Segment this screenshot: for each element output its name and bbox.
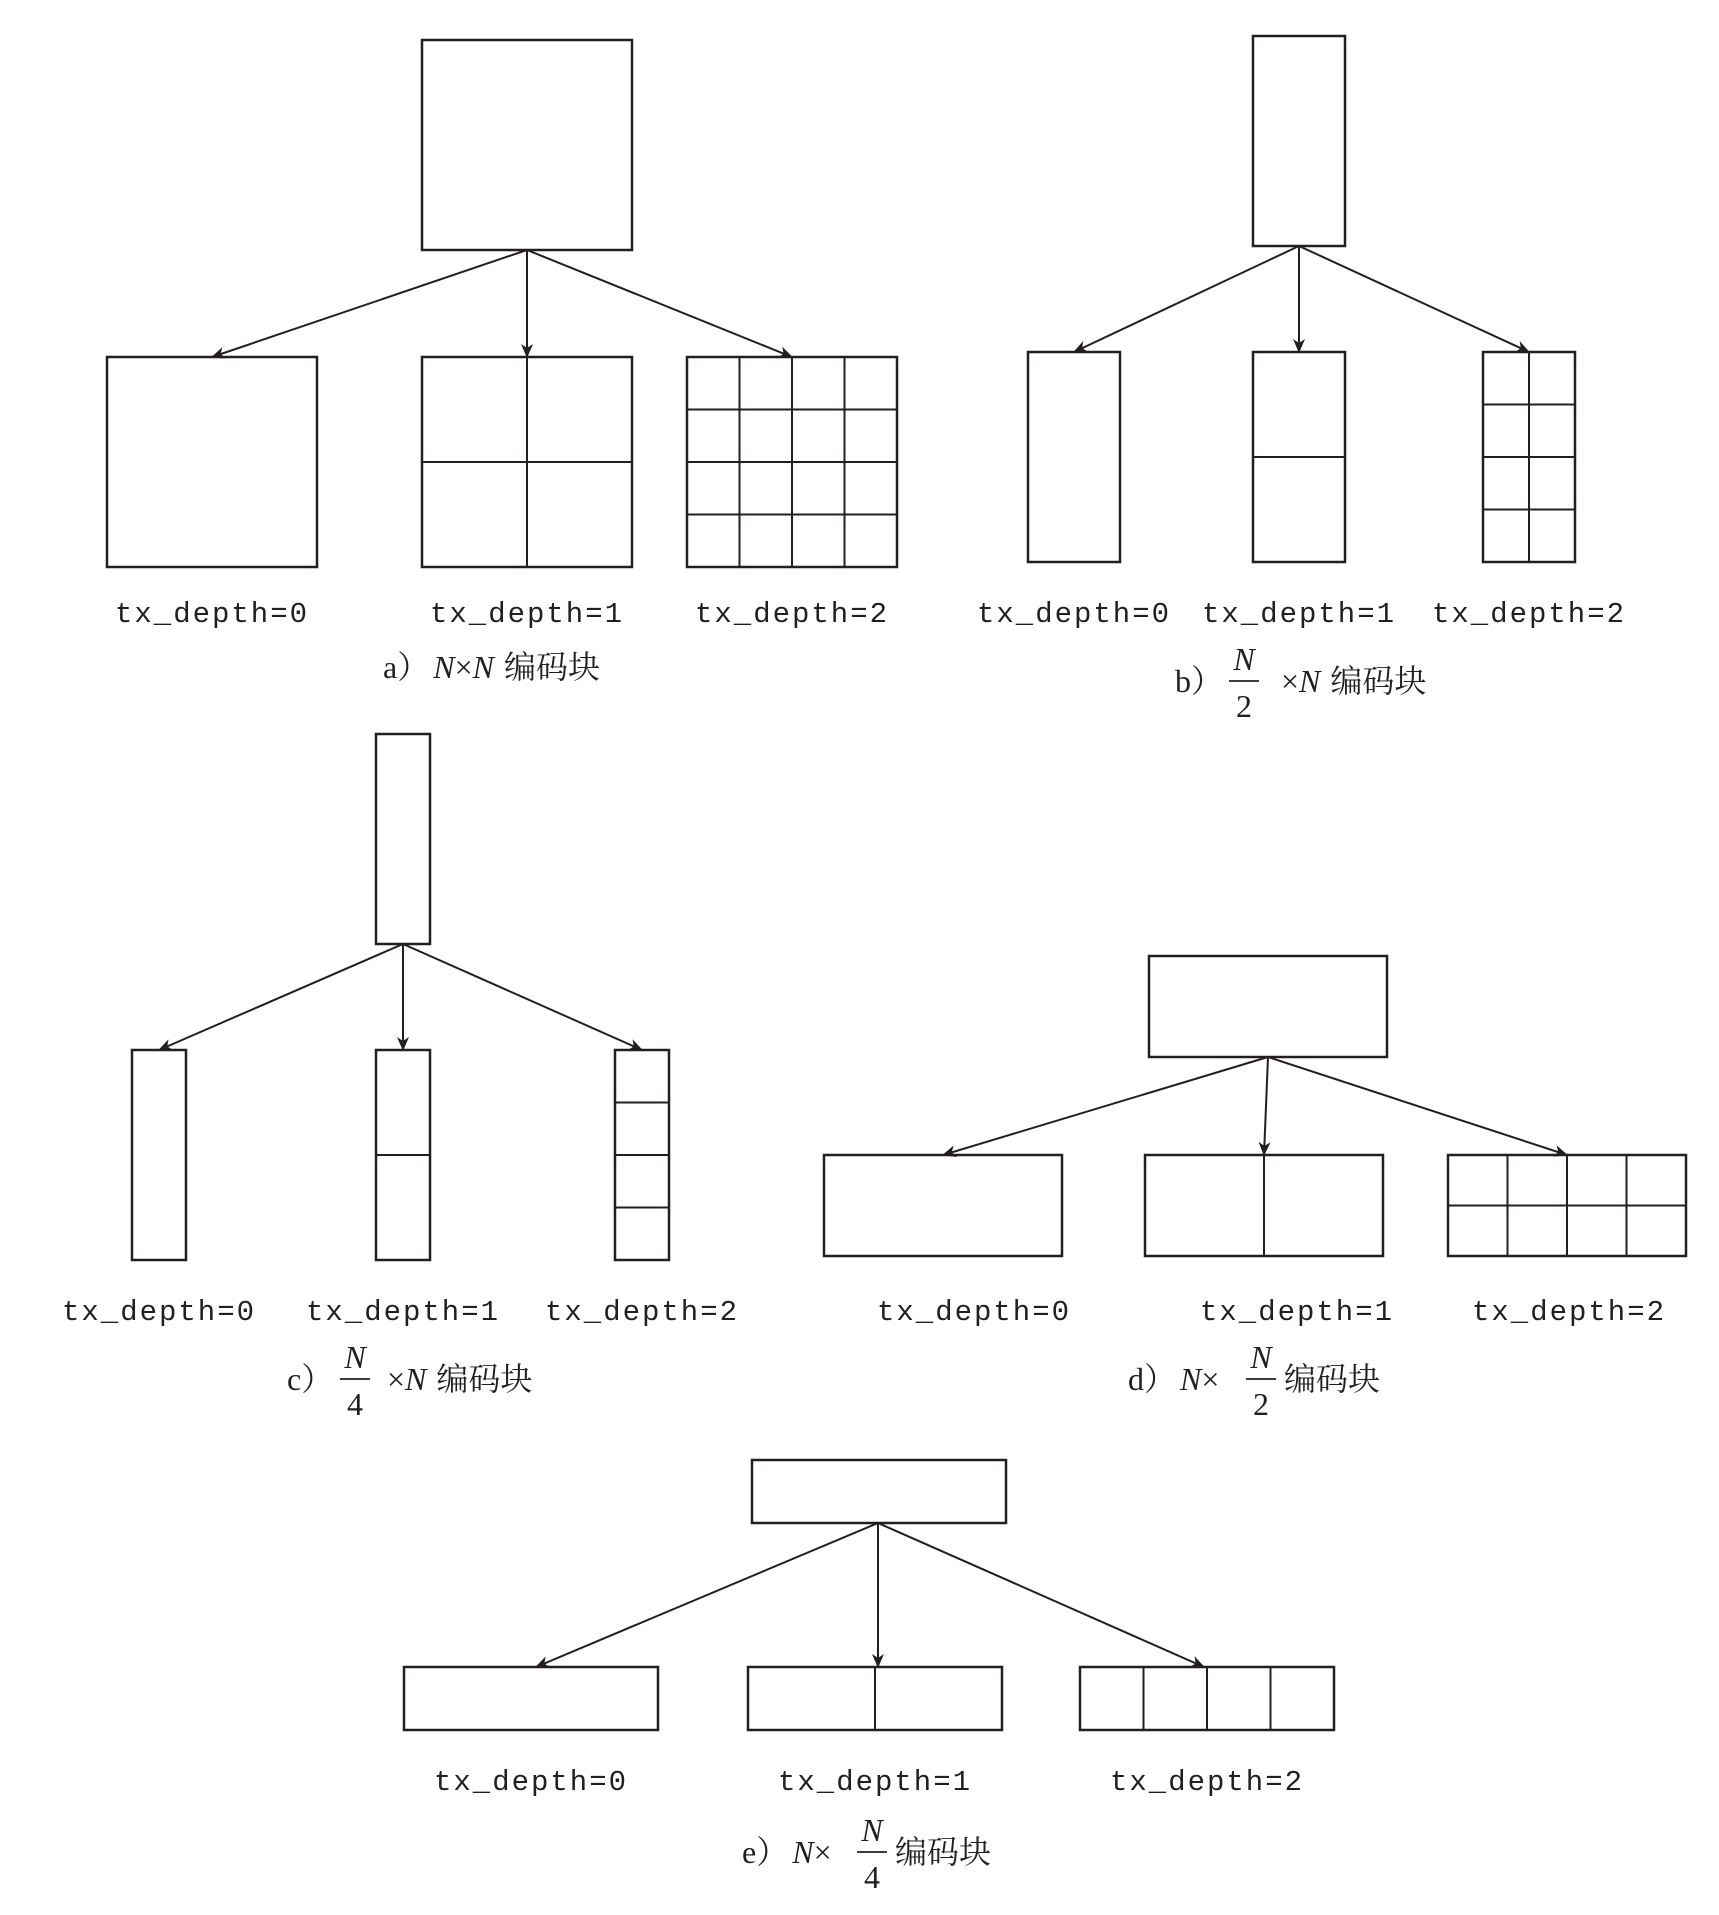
fraction-denominator: 2 — [1253, 1386, 1269, 1422]
caption-prefix: a） — [383, 649, 430, 685]
caption-symbol: × — [1201, 1361, 1220, 1397]
block-outline — [132, 1050, 186, 1260]
child-block-depth-0 — [107, 357, 317, 567]
caption-symbol: N — [792, 1834, 814, 1870]
panel-d — [824, 956, 1686, 1422]
caption-symbol: × — [387, 1361, 406, 1397]
depth-label: tx_depth=1 — [429, 598, 625, 631]
depth-label: tx_depth=0 — [114, 598, 310, 631]
parent-block — [1253, 36, 1345, 246]
fraction-numerator: N — [861, 1812, 883, 1848]
caption-symbol: N — [1299, 663, 1321, 699]
fraction-numerator: N — [1233, 641, 1255, 677]
split-arrow — [943, 1057, 1268, 1155]
panel-caption — [383, 649, 600, 685]
caption-prefix: d） — [1128, 1361, 1177, 1397]
caption-symbol: × — [1281, 663, 1300, 699]
depth-label: tx_depth=0 — [876, 1296, 1072, 1329]
panel-caption — [742, 1834, 832, 1870]
fraction-denominator: 4 — [864, 1859, 880, 1895]
child-block-depth-1 — [1253, 352, 1345, 562]
panel-e — [404, 1460, 1334, 1895]
split-arrow — [1268, 1057, 1567, 1155]
child-block-depth-1 — [1145, 1155, 1383, 1256]
child-block-depth-2 — [615, 1050, 669, 1260]
caption-text: 编码块 — [503, 649, 600, 685]
caption-symbol: N — [405, 1361, 427, 1397]
panel-b — [977, 36, 1626, 724]
depth-label: tx_depth=2 — [1109, 1766, 1305, 1799]
child-block-depth-0 — [404, 1667, 658, 1730]
split-arrow — [403, 944, 642, 1050]
split-arrow — [1299, 246, 1529, 352]
depth-label: tx_depth=2 — [1431, 598, 1627, 631]
fraction-numerator: N — [344, 1339, 366, 1375]
caption-prefix: b） — [1175, 663, 1224, 699]
depth-label: tx_depth=2 — [544, 1296, 740, 1329]
block-outline — [1028, 352, 1120, 562]
caption-symbol: N — [433, 649, 455, 685]
caption-symbol: N — [472, 649, 494, 685]
depth-label: tx_depth=0 — [61, 1296, 257, 1329]
depth-label: tx_depth=1 — [777, 1766, 973, 1799]
split-arrow — [1074, 246, 1299, 352]
fraction-denominator: 4 — [347, 1386, 363, 1422]
depth-label: tx_depth=0 — [976, 598, 1172, 631]
panel-caption — [1128, 1361, 1219, 1397]
parent-block — [752, 1460, 1006, 1523]
split-arrow — [536, 1523, 878, 1667]
child-block-depth-2 — [1080, 1667, 1334, 1730]
depth-label: tx_depth=0 — [433, 1766, 629, 1799]
parent-block — [1149, 956, 1387, 1057]
child-block-depth-2 — [1483, 352, 1575, 562]
caption-symbol: × — [813, 1834, 832, 1870]
caption-symbol: N — [1180, 1361, 1202, 1397]
panel-caption — [1281, 663, 1426, 699]
child-block-depth-0 — [824, 1155, 1062, 1256]
caption-text: 编码块 — [895, 1834, 992, 1870]
child-block-depth-0 — [132, 1050, 186, 1260]
caption-text: 编码块 — [436, 1361, 533, 1397]
child-block-depth-0 — [1028, 352, 1120, 562]
split-arrow — [527, 250, 792, 357]
parent-block — [422, 40, 632, 250]
caption-prefix: c） — [287, 1361, 334, 1397]
child-block-depth-2 — [687, 357, 897, 567]
depth-label: tx_depth=1 — [305, 1296, 501, 1329]
parent-block — [376, 734, 430, 944]
child-block-depth-1 — [376, 1050, 430, 1260]
split-arrow — [212, 250, 527, 357]
child-block-depth-2 — [1448, 1155, 1686, 1256]
fraction-numerator: N — [1250, 1339, 1272, 1375]
depth-label: tx_depth=1 — [1201, 598, 1397, 631]
caption-text: 编码块 — [1330, 663, 1427, 699]
depth-label: tx_depth=1 — [1199, 1296, 1395, 1329]
caption-symbol: × — [454, 649, 473, 685]
split-arrow — [1264, 1057, 1268, 1155]
child-block-depth-1 — [422, 357, 632, 567]
panel-a — [107, 40, 897, 685]
block-outline — [107, 357, 317, 567]
depth-label: tx_depth=2 — [694, 598, 890, 631]
block-outline — [404, 1667, 658, 1730]
split-arrow — [159, 944, 403, 1050]
depth-label: tx_depth=2 — [1471, 1296, 1667, 1329]
block-outline — [824, 1155, 1062, 1256]
caption-prefix: e） — [742, 1834, 789, 1870]
panel-c — [62, 734, 739, 1422]
fraction-denominator: 2 — [1236, 688, 1252, 724]
panel-caption — [387, 1361, 532, 1397]
split-arrow — [878, 1523, 1204, 1667]
child-block-depth-1 — [748, 1667, 1002, 1730]
caption-text: 编码块 — [1284, 1361, 1381, 1397]
